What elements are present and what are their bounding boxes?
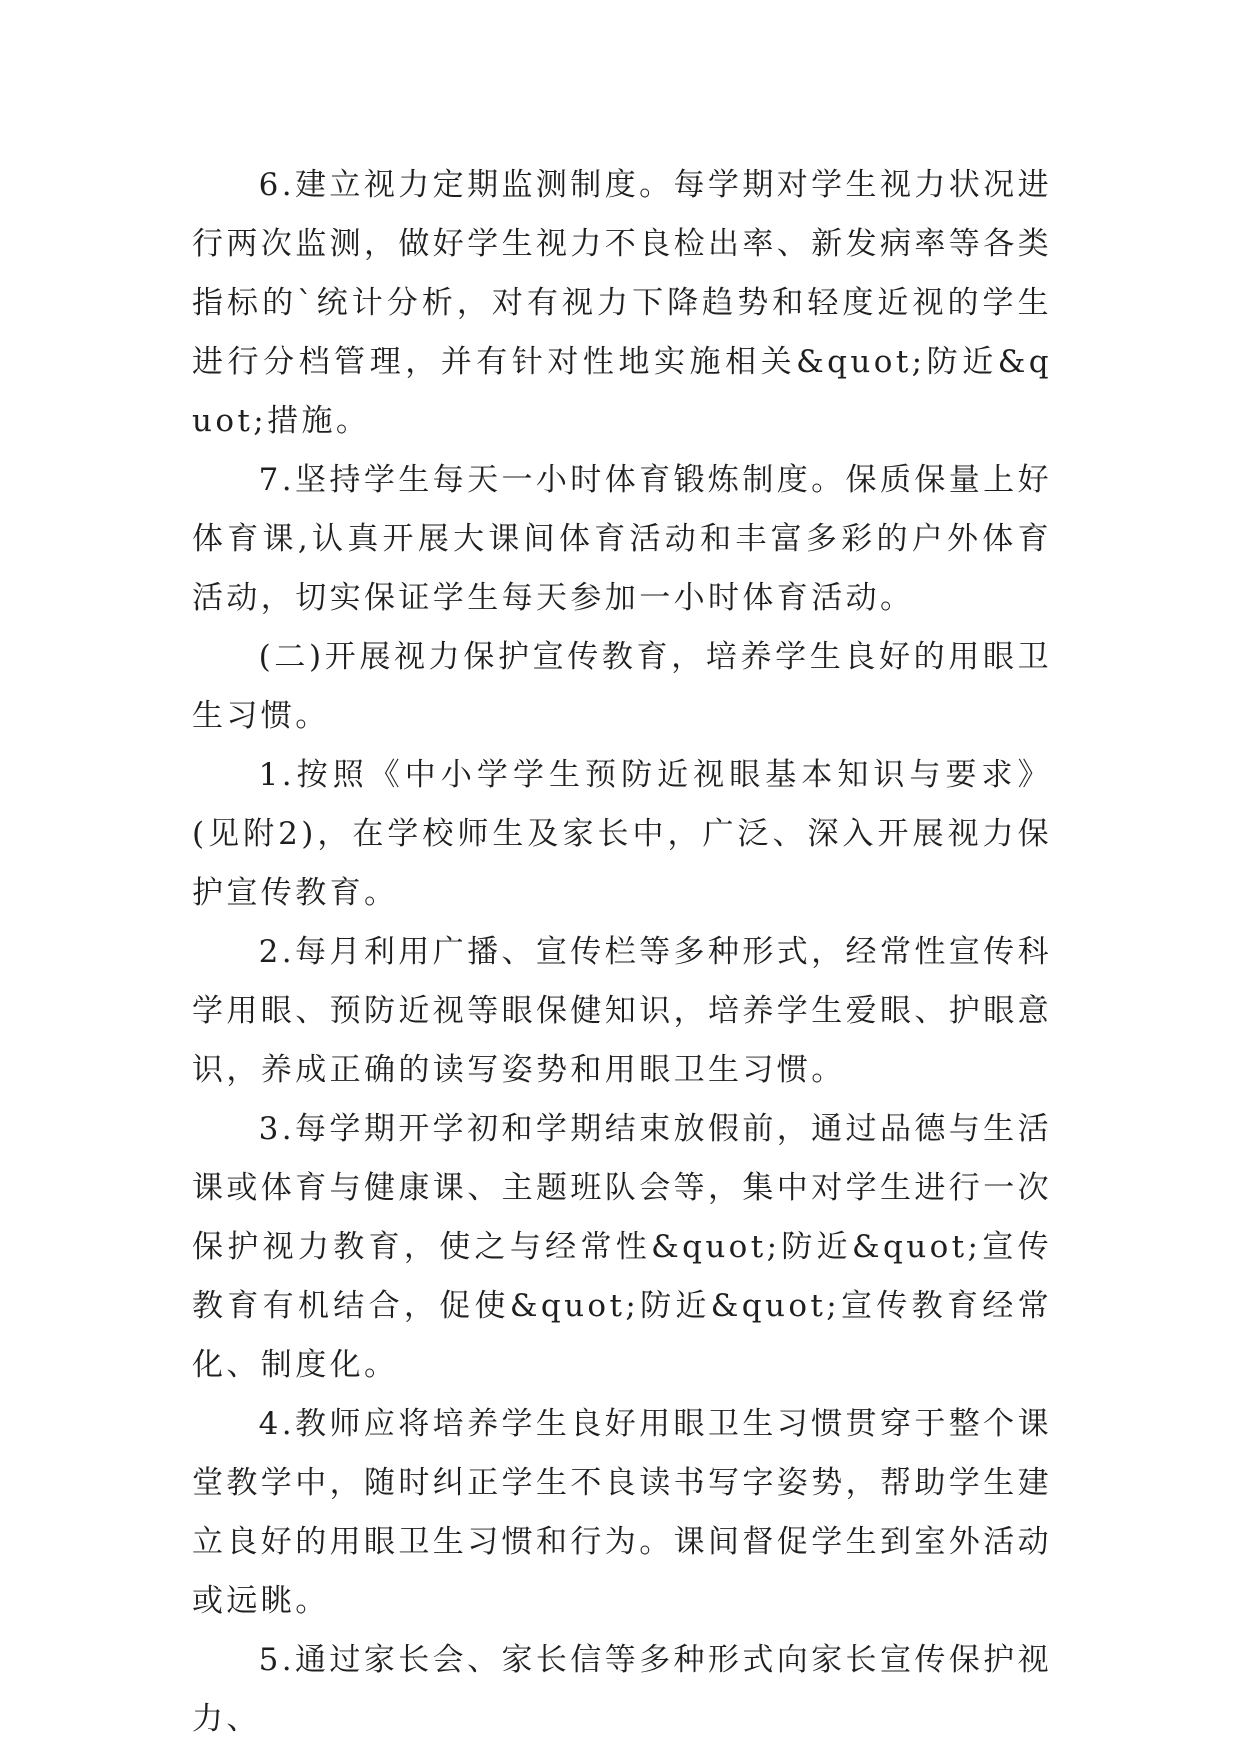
paragraph-parent-communication: 5.通过家长会、家长信等多种形式向家长宣传保护视力、 bbox=[192, 1642, 1052, 1737]
paragraph-vision-monitoring: 6.建立视力定期监测制度。每学期对学生视力状况进行两次监测，做好学生视力不良检出率、新发病率等各类指标的`统计分析，对有视力下降趋势和轻度近视的学生进行分档管理，并有针对性地实施相关&quot;防近&quot;措施。 bbox=[192, 167, 1052, 439]
section-heading-education: (二)开展视力保护宣传教育，培养学生良好的用眼卫生习惯。 bbox=[192, 639, 1052, 734]
document-body bbox=[192, 156, 1052, 1749]
paragraph-knowledge-requirements: 1.按照《中小学学生预防近视眼基本知识与要求》(见附2)，在学校师生及家长中，广泛、深入开展视力保护宣传教育。 bbox=[192, 757, 1052, 911]
paragraph-physical-exercise: 7.坚持学生每天一小时体育锻炼制度。保质保量上好体育课,认真开展大课间体育活动和丰富多彩的户外体育活动，切实保证学生每天参加一小时体育活动。 bbox=[192, 462, 1052, 616]
paragraph-teacher-guidance: 4.教师应将培养学生良好用眼卫生习惯贯穿于整个课堂教学中，随时纠正学生不良读书写字姿势，帮助学生建立良好的用眼卫生习惯和行为。课间督促学生到室外活动或远眺。 bbox=[192, 1406, 1052, 1619]
paragraph-semester-education: 3.每学期开学初和学期结束放假前，通过品德与生活课或体育与健康课、主题班队会等，集中对学生进行一次保护视力教育，使之与经常性&quot;防近&quot;宣传教育有机结合，促使&quot;防近&quot;宣传教育经常化、制度化。 bbox=[192, 1111, 1052, 1383]
paragraph-monthly-publicity: 2.每月利用广播、宣传栏等多种形式，经常性宣传科学用眼、预防近视等眼保健知识，培养学生爱眼、护眼意识，养成正确的读写姿势和用眼卫生习惯。 bbox=[192, 934, 1052, 1088]
